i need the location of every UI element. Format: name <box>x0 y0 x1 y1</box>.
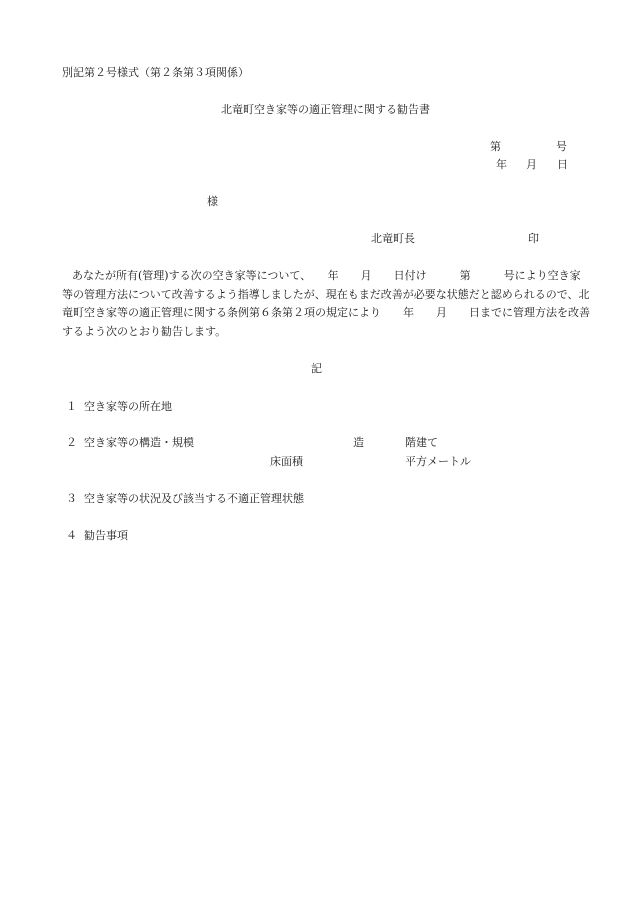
item-number: ４ <box>66 529 77 542</box>
number-prefix: 第 <box>490 140 501 153</box>
date-month-label: 月 <box>526 158 537 171</box>
note-heading: 記 <box>311 362 322 375</box>
item-label: 勧告事項 <box>84 529 128 542</box>
body-line: するよう次のとおり勧告します。 <box>62 325 227 338</box>
number-suffix: 号 <box>556 140 567 153</box>
body-line: 等の管理方法について改善するよう指導しましたが、現在もまだ改善が必要な状態だと認められるので、北 <box>62 288 590 301</box>
floors-suffix: 階建て <box>405 436 438 449</box>
area-unit: 平方メートル <box>405 455 471 468</box>
body-line: 竜町空き家等の適正管理に関する条例第６条第２項の規定により 年 月 日までに管理方法を改善 <box>62 306 590 319</box>
item-number: １ <box>66 400 77 413</box>
seal-mark: 印 <box>528 232 539 245</box>
item-number: ３ <box>66 492 77 505</box>
date-year-label: 年 <box>496 158 507 171</box>
body-line: あなたが所有(管理)する次の空き家等について、 年 月 日付け 第 号により空き家 <box>72 269 581 282</box>
item-label: 空き家等の所在地 <box>84 400 172 413</box>
recipient-honorific: 様 <box>207 195 218 208</box>
form-label: 別記第２号様式（第２条第３項関係） <box>62 66 249 79</box>
document-title: 北竜町空き家等の適正管理に関する勧告書 <box>221 103 430 116</box>
floor-area-label: 床面積 <box>270 455 303 468</box>
item-number: ２ <box>66 436 77 449</box>
item-label: 空き家等の構造・規模 <box>84 436 194 449</box>
structure-suffix: 造 <box>353 436 364 449</box>
item-label: 空き家等の状況及び該当する不適正管理状態 <box>84 492 304 505</box>
date-day-label: 日 <box>557 158 568 171</box>
sender-name: 北竜町長 <box>371 232 415 245</box>
